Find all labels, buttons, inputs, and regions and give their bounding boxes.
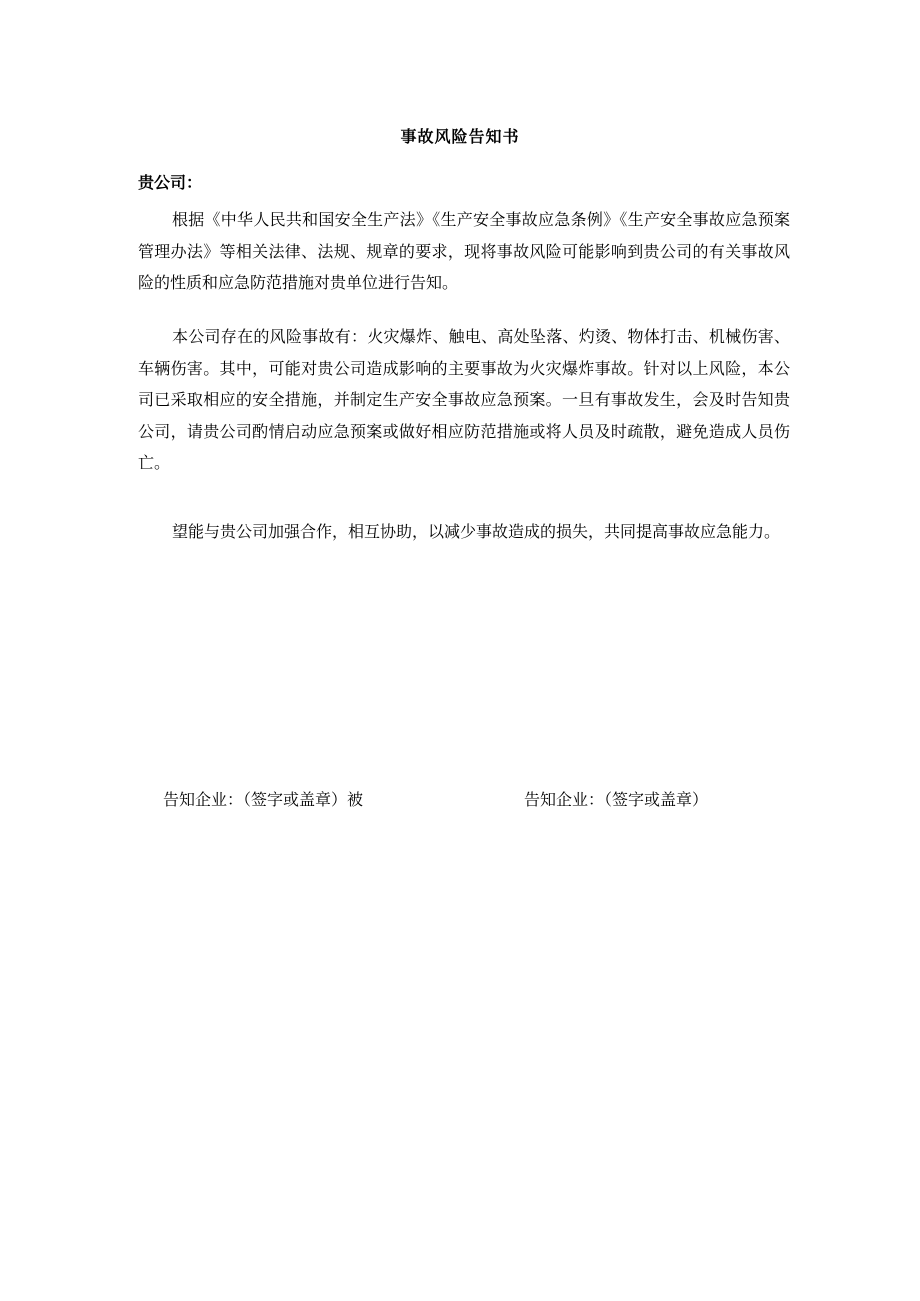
- document-title: 事故风险告知书: [400, 127, 520, 146]
- signature-notified-party: 告知企业：（签字或盖章）: [524, 790, 709, 809]
- signature-notifying-party: 告知企业：（签字或盖章）被: [163, 790, 364, 809]
- paragraph-risk-list: 本公司存在的风险事故有：火灾爆炸、触电、高处坠落、灼烫、物体打击、机械伤害、车辆伤害。其中，可能对贵公司造成影响的主要事故为火灾爆炸事故。针对以上风险，本公司已采取相应的安全措施，并制定生产安全事故应急预案。一旦有事故发生，会及时告知贵公司，请贵公司酌情启动应急预案或做好相应防范措施或将人员及时疏散，避免造成人员伤亡。: [138, 327, 790, 472]
- paragraph-legal-basis: 根据《中华人民共和国安全生产法》《生产安全事故应急条例》《生产安全事故应急预案管理办法》等相关法律、法规、规章的要求，现将事故风险可能影响到贵公司的有关事故风险的性质和应急防范措施对贵单位进行告知。: [138, 210, 790, 292]
- paragraph-cooperation: 望能与贵公司加强合作，相互协助，以减少事故造成的损失，共同提高事故应急能力。: [172, 522, 781, 541]
- salutation: 贵公司：: [138, 173, 203, 192]
